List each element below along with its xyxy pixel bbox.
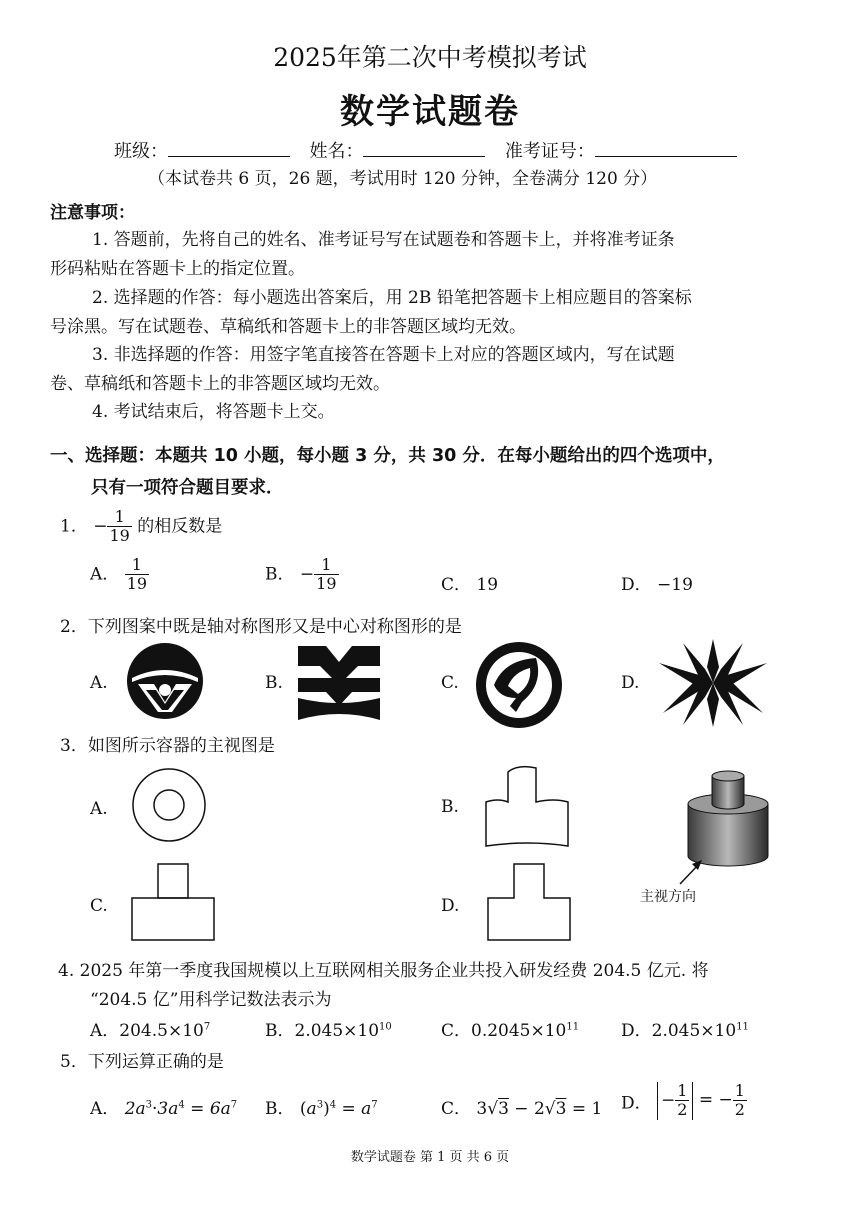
q4-a-exp: 7 bbox=[203, 1021, 211, 1033]
section-heading-cont: 只有一项符合题目要求． bbox=[91, 478, 284, 498]
q5-b-label: B． bbox=[265, 1099, 295, 1119]
q1-fraction bbox=[107, 508, 131, 546]
q5-option-b bbox=[265, 1094, 378, 1119]
note-line: 2. 选择题的作答：每小题选出答案后，用 2B 铅笔把答题卡上相应题目的答案标 bbox=[92, 288, 692, 308]
question-3: 3．如图所示容器的主视图是 bbox=[60, 736, 275, 756]
exam-title: 2025年第二次中考模拟考试 bbox=[273, 43, 587, 72]
note-line: 4. 考试结束后，将答题卡上交。 bbox=[92, 402, 335, 422]
q2-d-label: D. bbox=[621, 673, 640, 693]
question-2: 2．下列图案中既是轴对称图形又是中心对称图形的是 bbox=[60, 617, 462, 637]
q1-option-a bbox=[90, 556, 149, 594]
direction-arrow-icon bbox=[676, 858, 706, 886]
q1-a-den: 19 bbox=[126, 574, 148, 594]
note-line: 卷、草稿纸和答题卡上的非答题区域均无效。 bbox=[50, 374, 390, 394]
q4-b-label: B． bbox=[265, 1021, 295, 1041]
note-line: 3. 非选择题的作答：用签字笔直接答在答题卡上对应的答题区域内，写在试题 bbox=[92, 345, 675, 365]
q1-a-label: A． bbox=[90, 564, 120, 585]
view-direction-label: 主视方向 bbox=[640, 889, 696, 905]
question-4-cont: “204.5 亿”用科学记数法表示为 bbox=[90, 990, 332, 1010]
q4-a-label: A． bbox=[90, 1021, 120, 1041]
q1-b-num: 1 bbox=[314, 556, 338, 575]
candidate-info-row bbox=[114, 137, 737, 163]
q4-option-b bbox=[265, 1016, 392, 1041]
q1-b-minus: − bbox=[299, 564, 315, 585]
q2-d-figure bbox=[656, 636, 770, 730]
q5-a-expr: $2a^3\cdot 3a^4 = 6a^7$ bbox=[124, 1099, 238, 1119]
q4-d-base: 2.045×10 bbox=[651, 1021, 737, 1041]
q5-option-d bbox=[621, 1082, 747, 1120]
note-line: 形码粘贴在答题卡上的指定位置。 bbox=[50, 259, 305, 279]
q1-b-label: B． bbox=[265, 564, 295, 585]
q1-b-fraction bbox=[314, 556, 338, 594]
q2-b-figure bbox=[296, 642, 382, 722]
q4-c-label: C． bbox=[441, 1021, 472, 1041]
exam-number-blank bbox=[595, 138, 737, 157]
q1-b-den: 19 bbox=[316, 574, 337, 594]
q1-minus: − bbox=[93, 516, 108, 537]
q4-option-a bbox=[90, 1016, 210, 1041]
q4-b-exp: 10 bbox=[379, 1021, 392, 1033]
q3-c-label: C. bbox=[90, 896, 108, 916]
q2-c-label: C. bbox=[441, 673, 459, 693]
q1-frac-num: 1 bbox=[107, 508, 131, 527]
name-blank bbox=[363, 138, 485, 157]
question-1 bbox=[60, 508, 222, 546]
q3-d-figure bbox=[486, 862, 572, 942]
q4-b-base: 2.045×10 bbox=[294, 1021, 380, 1041]
exam-number-label: 准考证号： bbox=[504, 141, 595, 162]
name-label: 姓名： bbox=[309, 141, 364, 162]
q3-d-label: D. bbox=[441, 896, 460, 916]
q1-number: 1． bbox=[60, 516, 88, 537]
q5-c-expr: 3√3 − 2√3 = 1 bbox=[476, 1099, 603, 1119]
q5-b-expr: $(a^3)^4 = a^7$ bbox=[299, 1099, 378, 1119]
class-blank bbox=[168, 138, 290, 157]
q5-c-label: C． bbox=[441, 1099, 472, 1119]
q2-c-figure bbox=[474, 640, 564, 730]
q1-frac-den: 19 bbox=[109, 526, 130, 546]
section-heading: 一、选择题：本题共 10 小题，每小题 3 分，共 30 分．在每小题给出的四个选项中， bbox=[50, 446, 725, 466]
q4-option-d bbox=[621, 1016, 749, 1041]
class-label: 班级： bbox=[114, 141, 168, 162]
q4-d-label: D． bbox=[621, 1021, 652, 1041]
q4-d-exp: 11 bbox=[736, 1021, 749, 1033]
q4-c-base: 0.2045×10 bbox=[471, 1021, 567, 1041]
q4-a-base: 204.5×10 bbox=[119, 1021, 204, 1041]
q1-a-fraction bbox=[125, 556, 149, 594]
q1-a-num: 1 bbox=[125, 556, 149, 575]
q1-stem: 的相反数是 bbox=[137, 516, 223, 537]
q3-c-figure bbox=[130, 862, 216, 942]
q4-c-exp: 11 bbox=[566, 1021, 580, 1033]
page-footer: 数学试题卷 第 1 页 共 6 页 bbox=[350, 1150, 510, 1165]
q5-d-label: D． bbox=[621, 1093, 652, 1114]
q1-option-b bbox=[265, 556, 339, 594]
q5-a-label: A． bbox=[90, 1099, 120, 1119]
q3-a-label: A. bbox=[90, 799, 108, 819]
q4-option-c bbox=[441, 1016, 579, 1041]
exam-scope: （本试卷共 6 页，26 题，考试用时 120 分钟，全卷满分 120 分） bbox=[148, 169, 658, 189]
q3-a-figure bbox=[130, 766, 208, 844]
q2-a-figure bbox=[124, 640, 206, 722]
q5-option-c bbox=[441, 1094, 602, 1119]
q5-option-a bbox=[90, 1094, 237, 1119]
q1-option-d: D． −19 bbox=[621, 575, 693, 595]
q1-option-c: C． 19 bbox=[441, 575, 499, 595]
q2-b-label: B. bbox=[265, 673, 283, 693]
q3-b-label: B. bbox=[441, 797, 459, 817]
q2-a-label: A. bbox=[90, 673, 108, 693]
q3-3d-container bbox=[678, 768, 778, 870]
question-4: 4. 2025 年第一季度我国规模以上互联网相关服务企业共投入研发经费 204.5 亿元. 将 bbox=[58, 961, 709, 981]
note-line: 1. 答题前，先将自己的姓名、准考证号写在试题卷和答题卡上，并将准考证条 bbox=[92, 230, 675, 250]
paper-subtitle: 数学试题卷 bbox=[340, 92, 520, 132]
q3-b-figure bbox=[484, 760, 570, 848]
note-line: 号涂黑。写在试题卷、草稿纸和答题卡上的非答题区域均无效。 bbox=[50, 317, 526, 337]
q5-d-expr: − $\frac{1}{2}$ = − $\frac{1}{2}$ bbox=[657, 1090, 747, 1110]
notes-title: 注意事项： bbox=[50, 203, 135, 223]
question-5: 5．下列运算正确的是 bbox=[60, 1052, 224, 1072]
